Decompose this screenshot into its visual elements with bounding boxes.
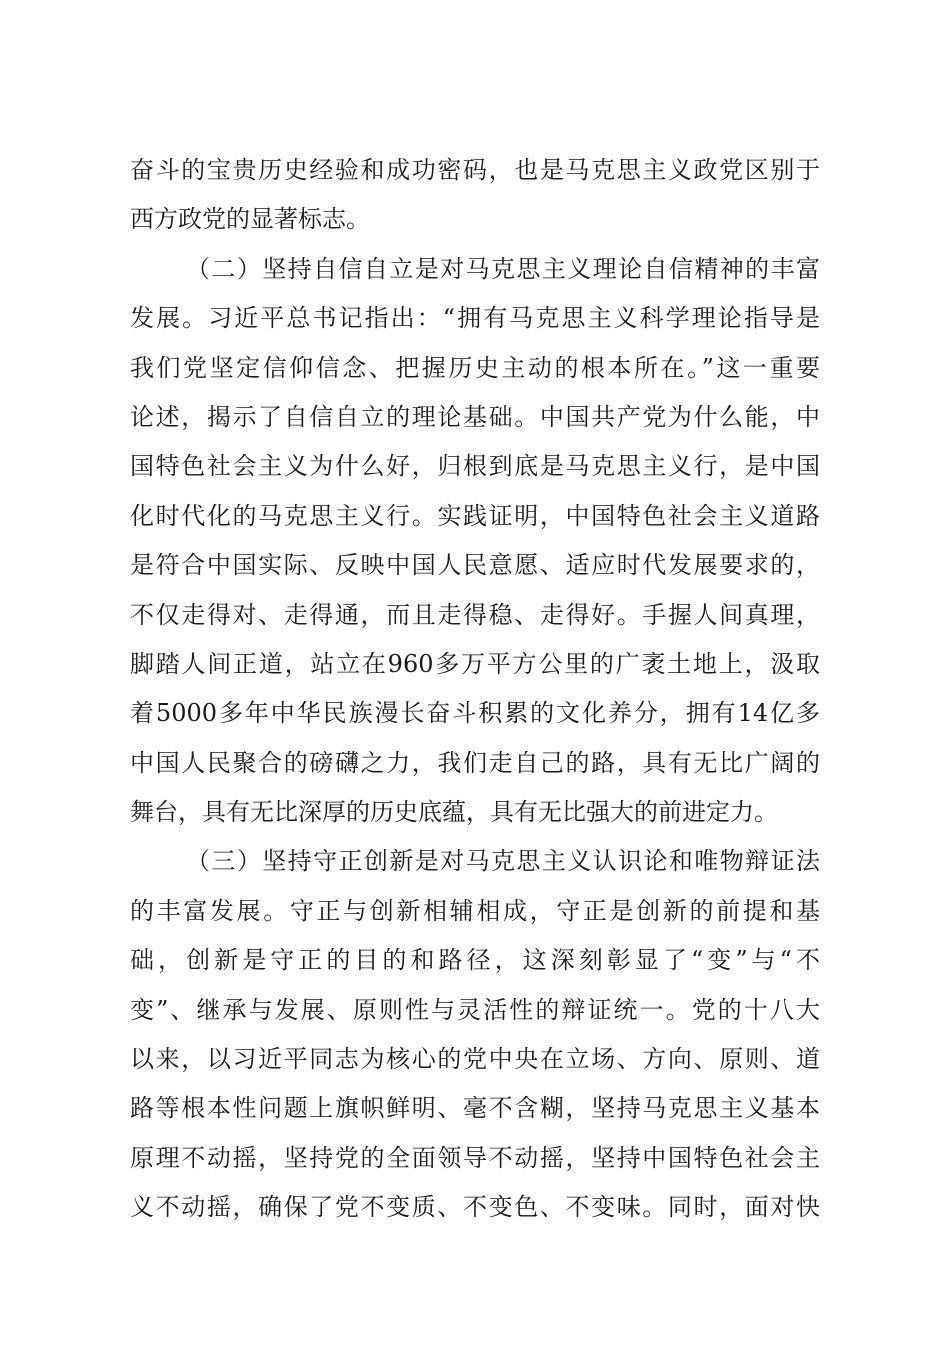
text-line: 路等根本性问题上旗帜鲜明、毫不含糊，坚持马克思主义基本 (130, 1094, 820, 1123)
text-line: 是符合中国实际、反映中国人民意愿、适应时代发展要求的， (130, 551, 820, 580)
text-line: 脚踏人间正道，站立在960多万平方公里的广袤土地上，汲取 (130, 649, 820, 678)
text-line: 国特色社会主义为什么好，归根到底是马克思主义行，是中国 (130, 452, 820, 481)
paragraph-upholding-fundamentals (130, 837, 820, 1232)
text-line: 论述，揭示了自信自立的理论基础。中国共产党为什么能，中 (130, 402, 820, 431)
text-line: 的丰富发展。守正与创新相辅相成，守正是创新的前提和基 (130, 896, 820, 925)
text-line: 发展。习近平总书记指出：“拥有马克思主义科学理论指导是 (130, 304, 820, 333)
text-line: 以来，以习近平同志为核心的党中央在立场、方向、原则、道 (130, 1045, 820, 1074)
text-line: 中国人民聚合的磅礴之力，我们走自己的路，具有无比广阔的 (130, 748, 820, 777)
text-line: 着5000多年中华民族漫长奋斗积累的文化养分，拥有14亿多 (130, 699, 820, 728)
text-line: 舞台，具有无比深厚的历史底蕴，具有无比强大的前进定力。 (130, 798, 778, 827)
text-line: （三）坚持守正创新是对马克思主义认识论和唯物辩证法 (186, 847, 820, 876)
text-line: 础，创新是守正的目的和路径，这深刻彰显了“变”与“不 (130, 946, 820, 975)
text-line: 变”、继承与发展、原则性与灵活性的辩证统一。党的十八大 (130, 995, 820, 1024)
paragraph-continuation (130, 146, 820, 245)
text-line: （二）坚持自信自立是对马克思主义理论自信精神的丰富 (186, 254, 820, 283)
text-line: 义不动摇，确保了党不变质、不变色、不变味。同时，面对快 (130, 1193, 820, 1222)
text-line: 不仅走得对、走得通，而且走得稳、走得好。手握人间真理， (130, 600, 820, 629)
document-body (130, 146, 820, 1233)
text-line: 原理不动摇，坚持党的全面领导不动摇，坚持中国特色社会主 (130, 1143, 820, 1172)
text-line: 化时代化的马克思主义行。实践证明，中国特色社会主义道路 (130, 501, 820, 530)
text-line: 奋斗的宝贵历史经验和成功密码，也是马克思主义政党区别于 (130, 156, 820, 184)
paragraph-self-confidence (130, 245, 820, 838)
text-line: 我们党坚定信仰信念、把握历史主动的根本所在。”这一重要 (130, 353, 820, 382)
text-line: 西方政党的显著标志。 (130, 205, 370, 234)
